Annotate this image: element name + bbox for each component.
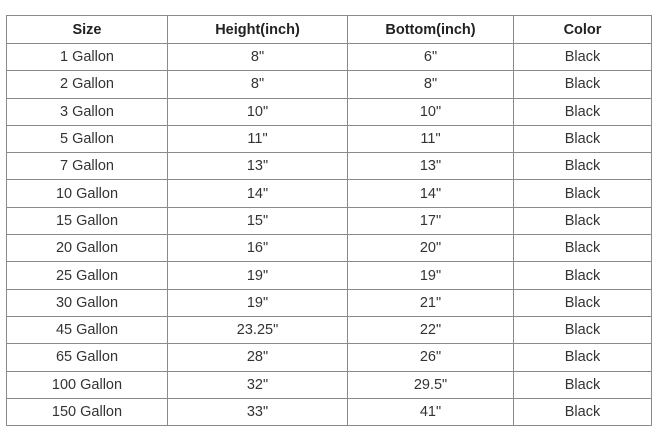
cell-height: 16" [168,235,348,262]
cell-height: 8" [168,71,348,98]
cell-size: 25 Gallon [7,262,168,289]
cell-size: 20 Gallon [7,235,168,262]
table-row [7,235,652,262]
cell-color: Black [514,371,652,398]
cell-color: Black [514,235,652,262]
table-row [7,371,652,398]
cell-color: Black [514,71,652,98]
header-row [7,16,652,44]
cell-height: 8" [168,44,348,71]
cell-size: 5 Gallon [7,125,168,152]
cell-color: Black [514,344,652,371]
cell-height: 11" [168,125,348,152]
cell-color: Black [514,398,652,425]
cell-color: Black [514,180,652,207]
header-color: Color [514,16,652,44]
size-table-container [6,15,651,426]
cell-bottom: 13" [348,153,514,180]
table-row [7,153,652,180]
cell-bottom: 19" [348,262,514,289]
cell-bottom: 14" [348,180,514,207]
cell-size: 10 Gallon [7,180,168,207]
cell-height: 10" [168,98,348,125]
cell-color: Black [514,153,652,180]
table-row [7,262,652,289]
table-row [7,180,652,207]
cell-size: 15 Gallon [7,207,168,234]
table-row [7,207,652,234]
cell-size: 7 Gallon [7,153,168,180]
cell-height: 19" [168,262,348,289]
header-bottom: Bottom(inch) [348,16,514,44]
table-row [7,398,652,425]
cell-size: 1 Gallon [7,44,168,71]
cell-height: 33" [168,398,348,425]
table-row [7,316,652,343]
cell-size: 65 Gallon [7,344,168,371]
cell-height: 15" [168,207,348,234]
table-row [7,344,652,371]
cell-size: 45 Gallon [7,316,168,343]
header-height: Height(inch) [168,16,348,44]
cell-size: 2 Gallon [7,71,168,98]
table-row [7,125,652,152]
table-row [7,289,652,316]
cell-bottom: 22" [348,316,514,343]
cell-bottom: 6" [348,44,514,71]
cell-bottom: 8" [348,71,514,98]
table-row [7,44,652,71]
cell-color: Black [514,316,652,343]
size-table [6,15,652,426]
cell-size: 30 Gallon [7,289,168,316]
cell-bottom: 29.5" [348,371,514,398]
cell-color: Black [514,289,652,316]
cell-color: Black [514,125,652,152]
cell-bottom: 10" [348,98,514,125]
cell-bottom: 11" [348,125,514,152]
cell-height: 19" [168,289,348,316]
cell-color: Black [514,207,652,234]
cell-size: 3 Gallon [7,98,168,125]
cell-bottom: 21" [348,289,514,316]
cell-color: Black [514,262,652,289]
cell-height: 14" [168,180,348,207]
cell-height: 13" [168,153,348,180]
cell-height: 23.25" [168,316,348,343]
cell-color: Black [514,44,652,71]
table-body [7,44,652,426]
cell-height: 32" [168,371,348,398]
cell-bottom: 17" [348,207,514,234]
table-row [7,98,652,125]
cell-bottom: 26" [348,344,514,371]
cell-bottom: 20" [348,235,514,262]
cell-height: 28" [168,344,348,371]
table-header [7,16,652,44]
table-row [7,71,652,98]
cell-color: Black [514,98,652,125]
cell-size: 100 Gallon [7,371,168,398]
cell-size: 150 Gallon [7,398,168,425]
header-size: Size [7,16,168,44]
cell-bottom: 41" [348,398,514,425]
